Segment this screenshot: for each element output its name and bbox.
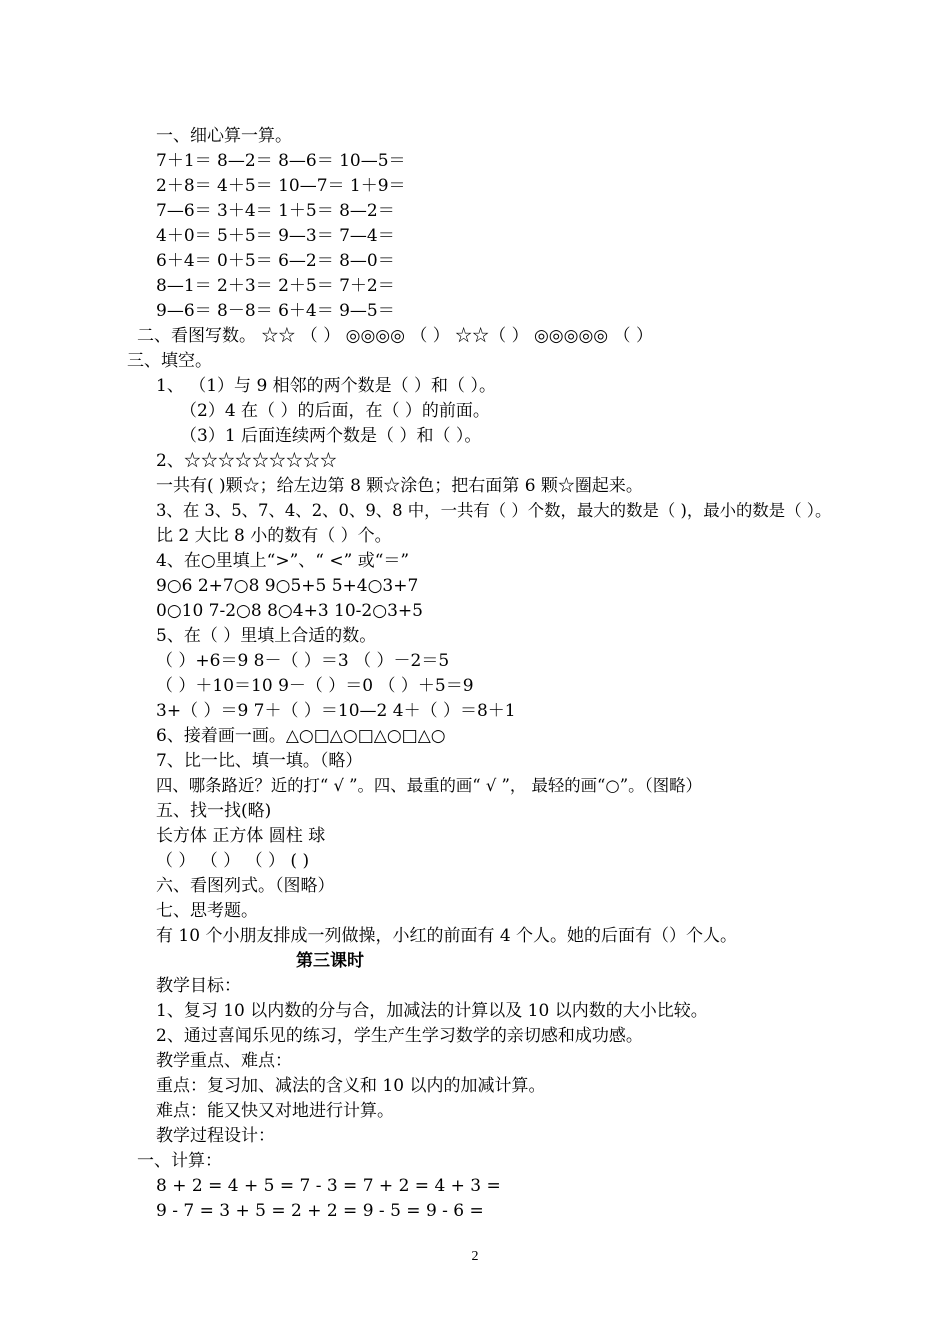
arithmetic-row: 8—1＝ 2＋3＝ 2＋5＝ 7＋2＝: [156, 276, 395, 296]
arithmetic-row: 2＋8＝ 4＋5＝ 10—7＝ 1＋9＝: [156, 176, 406, 196]
calc-heading: 一、计算：: [137, 1151, 222, 1171]
subheading: 教学过程设计：: [156, 1126, 275, 1146]
calc-row: 8 + 2 = 4 + 5 = 7 - 3 = 7 + 2 = 4 + 3 =: [156, 1176, 501, 1196]
section-2-heading: 二、看图写数。 ☆☆ （ ） ◎◎◎◎ （ ） ☆☆（ ） ◎◎◎◎◎ （ ）: [137, 326, 653, 346]
fill-item: 3、在 3、5、7、4、2、0、9、8 中，一共有（ ）个数，最大的数是（ )，最小的数是（ ）。: [156, 501, 832, 520]
blank-row: 3+（ ）＝9 7＋（ ）＝10—2 4＋（ ）＝8＋1: [156, 701, 516, 721]
key-point: 重点：复习加、减法的含义和 10 以内的加减计算。: [156, 1076, 546, 1096]
blank-row: （ ）＋10＝10 9－（ ）＝0 （ ）＋5＝9: [156, 676, 474, 696]
subheading: 教学目标：: [156, 976, 241, 996]
goal-item: 2、通过喜闻乐见的练习，学生产生学习数学的亲切感和成功感。: [156, 1026, 643, 1046]
section-4-heading: 四、哪条路近？近的打“ √ ”。四、最重的画“ √ ”， 最轻的画“○”。（图略）: [156, 776, 702, 795]
arithmetic-row: 7—6＝ 3＋4＝ 1＋5＝ 8—2＝: [156, 201, 395, 221]
thinking-question: 有 10 个小朋友排成一列做操，小红的前面有 4 个人。她的后面有（）个人。: [156, 926, 738, 946]
fill-item: 2、☆☆☆☆☆☆☆☆☆: [156, 451, 337, 471]
difficulty-point: 难点：能又快又对地进行计算。: [156, 1101, 394, 1121]
fill-item: 一共有( )颗☆；给左边第 8 颗☆涂色；把右面第 6 颗☆圈起来。: [156, 476, 643, 496]
arithmetic-row: 4＋0＝ 5＋5＝ 9—3＝ 7—4＝: [156, 226, 395, 246]
arithmetic-row: 7＋1＝ 8—2＝ 8—6＝ 10—5＝: [156, 151, 406, 171]
section-7-heading: 七、思考题。: [156, 901, 258, 921]
goal-item: 1、复习 10 以内数的分与合，加减法的计算以及 10 以内数的大小比较。: [156, 1001, 708, 1021]
arithmetic-row: 9—6＝ 8－8＝ 6＋4＝ 9—5＝: [156, 301, 395, 321]
subheading: 教学重点、难点：: [156, 1051, 292, 1071]
lesson-title: 第三课时: [296, 951, 364, 971]
compare-row: 9○6 2+7○8 9○5+5 5+4○3+7: [156, 576, 419, 596]
calc-row: 9 - 7 = 3 + 5 = 2 + 2 = 9 - 5 = 9 - 6 =: [156, 1201, 484, 1221]
fill-item: （2）4 在（ ）的后面，在（ ）的前面。: [180, 401, 490, 421]
section-5-heading: 五、找一找(略): [156, 801, 272, 821]
fill-item: 7、比一比、填一填。（略）: [156, 751, 363, 771]
fill-item: 比 2 大比 8 小的数有（ ）个。: [156, 526, 392, 546]
fill-item: 4、在○里填上“>”、“ <” 或“＝”: [156, 551, 410, 571]
compare-row: 0○10 7-2○8 8○4+3 10-2○3+5: [156, 601, 423, 621]
fill-item: 1、 （1）与 9 相邻的两个数是（ ）和（ ）。: [156, 376, 496, 396]
shapes-blanks-row: （ ） （ ） （ ） ( ): [156, 851, 310, 871]
page-number: 2: [471, 1249, 479, 1264]
fill-item: 6、接着画一画。△○□△○□△○□△○: [156, 726, 446, 746]
blank-row: （ ）+6＝9 8－（ ）＝3 （ ）－2＝5: [156, 651, 450, 671]
section-6-heading: 六、看图列式。（图略）: [156, 876, 335, 896]
fill-item: （3）1 后面连续两个数是（ ）和（ ）。: [180, 426, 482, 446]
section-1-heading: 一、细心算一算。: [156, 126, 292, 146]
fill-item: 5、在（ ）里填上合适的数。: [156, 626, 377, 646]
shapes-row: 长方体 正方体 圆柱 球: [156, 826, 326, 846]
arithmetic-row: 6＋4＝ 0＋5＝ 6—2＝ 8—0＝: [156, 251, 395, 271]
section-3-heading: 三、填空。: [127, 351, 212, 371]
